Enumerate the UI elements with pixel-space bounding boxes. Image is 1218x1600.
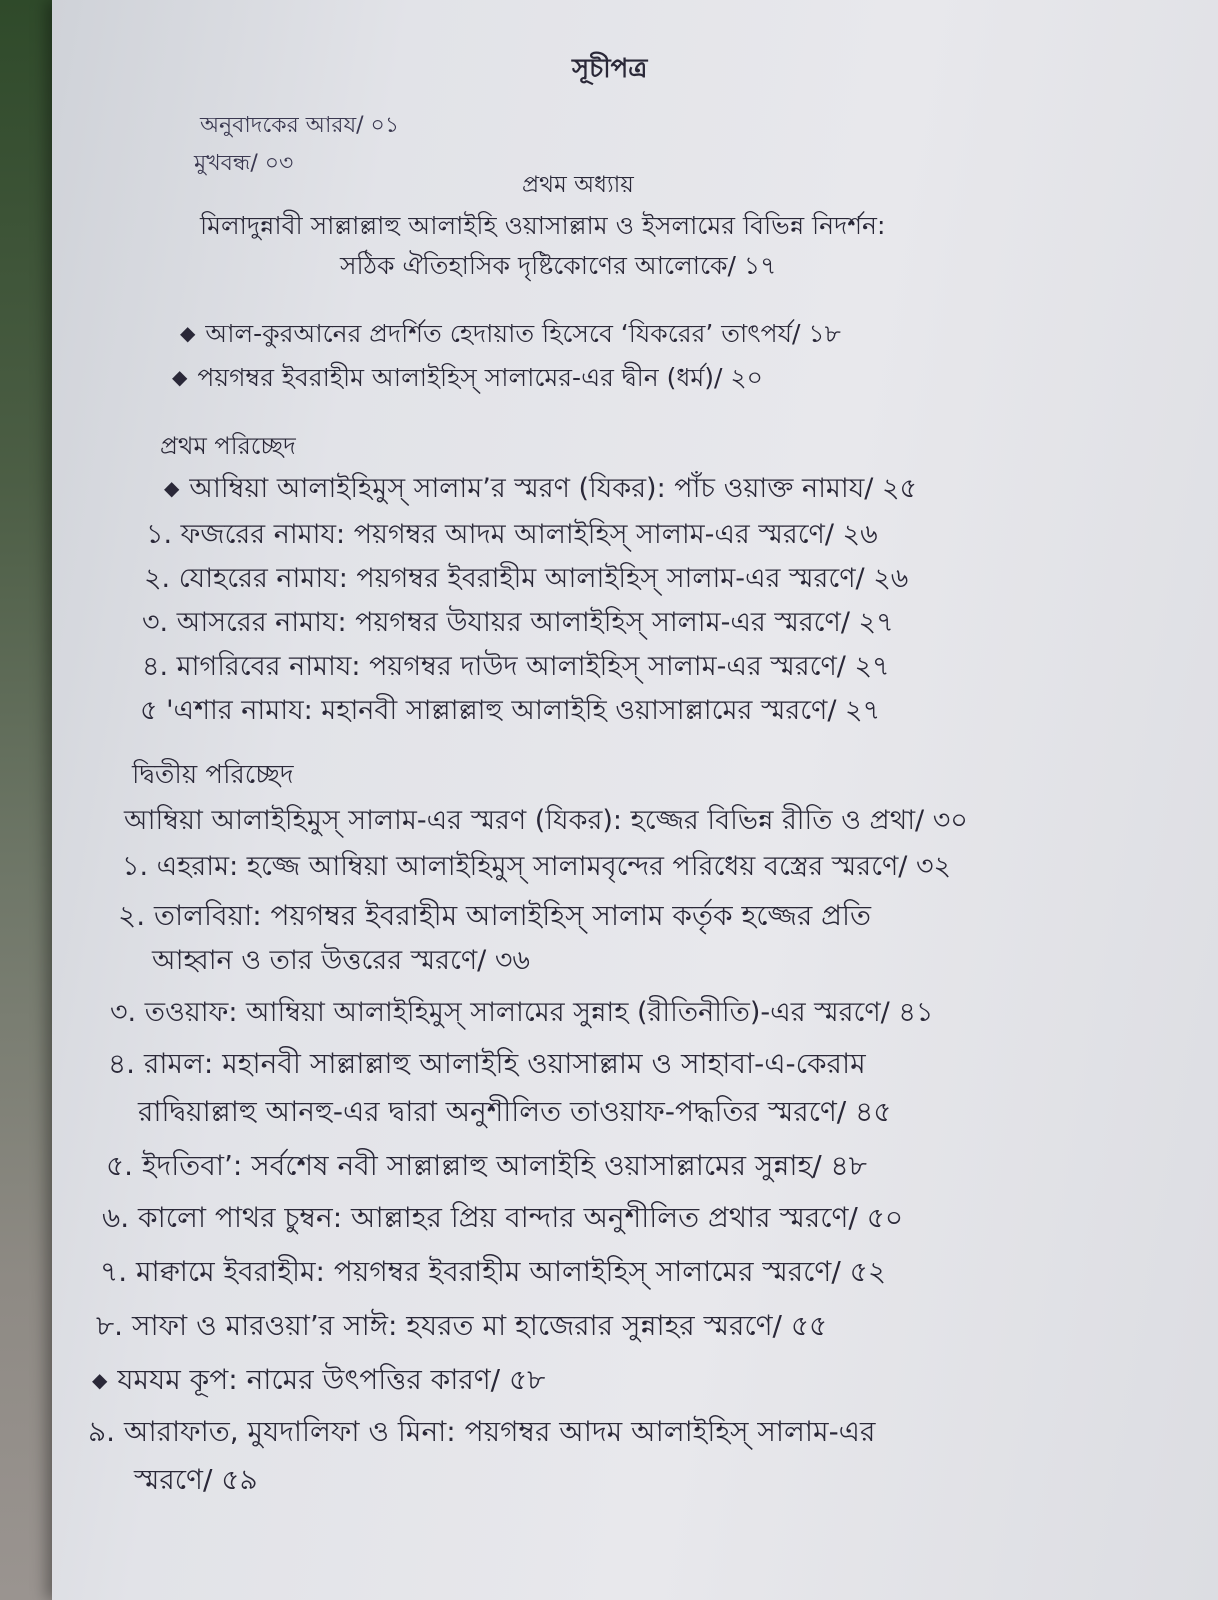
toc-entry-preface: মুখবন্ধ/ ০৩ (194, 151, 294, 176)
toc-entry-translator-note: অনুবাদকের আরয/ ০১ (200, 113, 400, 138)
toc-entry: ৮. সাফা ও মারওয়া’র সাঈ: হযরত মা হাজেরার সুন্নাহর স্মরণে/ ৫৫ (96, 1309, 828, 1342)
toc-entry: ৯. আরাফাত, মুযদালিফা ও মিনা: পয়গম্বর আদম আলাইহিস্ সালাম-এর (88, 1415, 876, 1448)
page-title: সূচীপত্র (572, 54, 648, 84)
toc-entry: ১. এহরাম: হজ্জে আম্বিয়া আলাইহিমুস্ সালামবৃন্দের পরিধেয় বস্ত্রের স্মরণে/ ৩২ (122, 851, 952, 882)
toc-entry: ২. তালবিয়া: পয়গম্বর ইবরাহীম আলাইহিস্ সালাম কর্তৃক হজ্জের প্রতি (118, 899, 872, 932)
section-heading-2: আম্বিয়া আলাইহিমুস্ সালাম-এর স্মরণ (যিকর): হজ্জের বিভিন্ন রীতি ও প্রথা/ ৩০ (124, 805, 968, 836)
toc-entry: ২. যোহরের নামায: পয়গম্বর ইবরাহীম আলাইহিস্ সালাম-এর স্মরণে/ ২৬ (144, 563, 909, 594)
chapter-label: প্রথম অধ্যায় (522, 172, 634, 198)
section-label-2: দ্বিতীয় পরিচ্ছেদ (132, 760, 294, 790)
toc-entry: ৪. মাগরিবের নামায: পয়গম্বর দাউদ আলাইহিস্ সালাম-এর স্মরণে/ ২৭ (142, 651, 890, 682)
book-page (52, 0, 1218, 1600)
section-heading-1: ◆ আম্বিয়া আলাইহিমুস্ সালাম’র স্মরণ (যিকর): পাঁচ ওয়াক্ত নামায/ ২৫ (164, 468, 917, 513)
section-label-1: প্রথম পরিচ্ছেদ (160, 432, 296, 460)
toc-entry-bullet: ◆ আল-কুরআনের প্রদর্শিত হেদায়াত হিসেবে ‘যিকরের’ তাৎপর্য/ ১৮ (180, 314, 841, 357)
toc-entry-continuation: স্মরণে/ ৫৯ (134, 1463, 258, 1496)
toc-entry: ৩. আসরের নামায: পয়গম্বর উযায়র আলাইহিস্ সালাম-এর স্মরণে/ ২৭ (142, 607, 894, 638)
toc-entry: ১. ফজরের নামায: পয়গম্বর আদম আলাইহিস্ সালাম-এর স্মরণে/ ২৬ (146, 519, 878, 550)
toc-entry: ৫. ইদতিবা’: সর্বশেষ নবী সাল্লাল্লাহু আলাইহি ওয়াসাল্লামের সুন্নাহ/ ৪৮ (106, 1149, 867, 1182)
chapter-title-line-2: সঠিক ঐতিহাসিক দৃষ্টিকোণের আলোকে/ ১৭ (340, 251, 777, 280)
toc-entry: ৩. তওয়াফ: আম্বিয়া আলাইহিমুস্ সালামের সুন্নাহ (রীতিনীতি)-এর স্মরণে/ ৪১ (110, 997, 934, 1028)
chapter-title-line-1: মিলাদুন্নাবী সাল্লাল্লাহু আলাইহি ওয়াসাল্লাম ও ইসলামের বিভিন্ন নিদর্শন: (200, 211, 886, 240)
toc-entry: ৫ 'এশার নামায: মহানবী সাল্লাল্লাহু আলাইহি ওয়াসাল্লামের স্মরণে/ ২৭ (140, 695, 881, 726)
toc-entry: ৭. মাক্বামে ইবরাহীম: পয়গম্বর ইবরাহীম আলাইহিস্ সালামের স্মরণে/ ৫২ (100, 1255, 887, 1288)
toc-entry: ৬. কালো পাথর চুম্বন: আল্লাহর প্রিয় বান্দার অনুশীলিত প্রথার স্মরণে/ ৫০ (102, 1201, 904, 1234)
toc-entry-continuation: রাদ্বিয়াল্লাহু আনহু-এর দ্বারা অনুশীলিত তাওয়াফ-পদ্ধতির স্মরণে/ ৪৫ (138, 1095, 892, 1128)
toc-entry-bullet: ◆ পয়গম্বর ইবরাহীম আলাইহিস্ সালামের-এর দ্বীন (ধর্ম)/ ২০ (172, 358, 763, 401)
toc-entry-continuation: আহ্বান ও তার উত্তরের স্মরণে/ ৩৬ (152, 945, 530, 976)
toc-entry: ৪. রামল: মহানবী সাল্লাল্লাহু আলাইহি ওয়াসাল্লাম ও সাহাবা-এ-কেরাম (108, 1047, 866, 1080)
toc-entry-bullet: ◆ যমযম কূপ: নামের উৎপত্তির কারণ/ ৫৮ (92, 1358, 545, 1405)
